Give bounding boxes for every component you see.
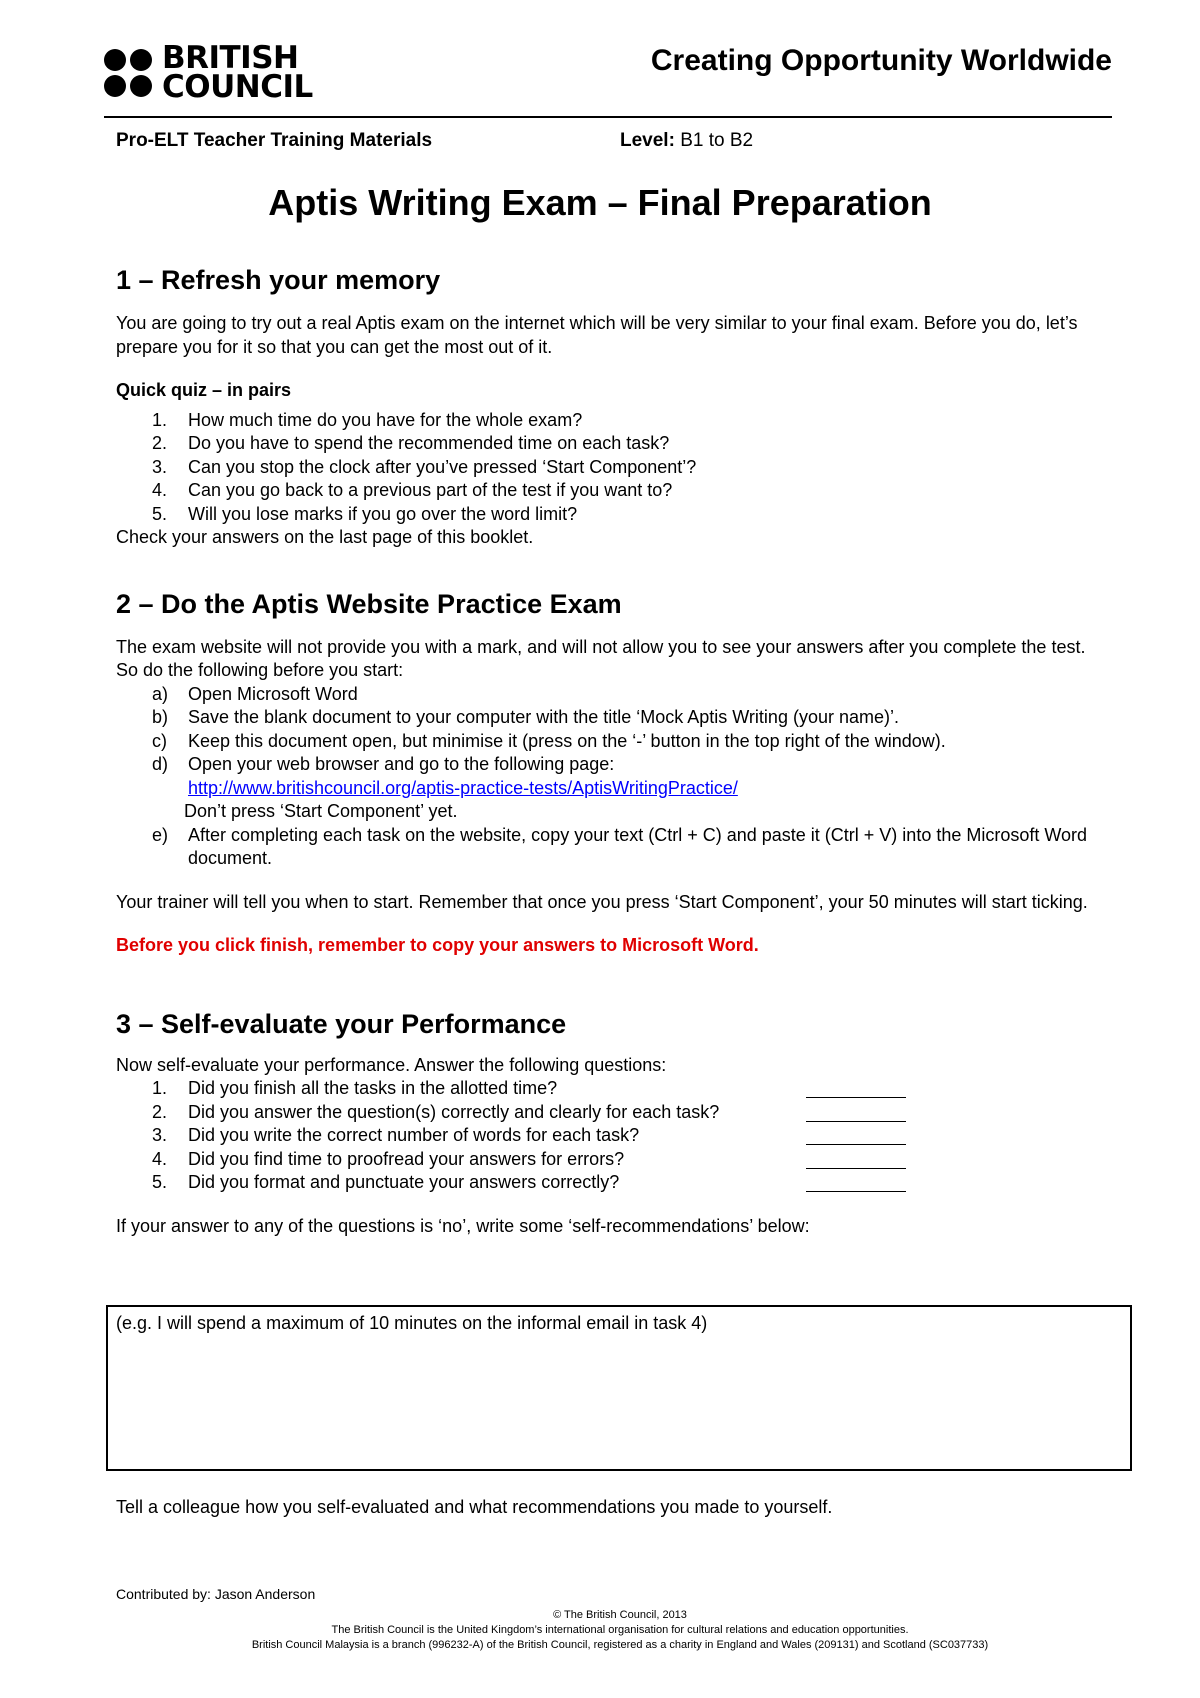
list-item: 2. Did you answer the question(s) correctly and clearly for each task? xyxy=(116,1101,1106,1125)
level-value: B1 to B2 xyxy=(680,130,754,151)
list-item: d) Open your web browser and go to the following page: xyxy=(152,754,615,774)
list-item: a) Open Microsoft Word xyxy=(152,683,358,704)
footer-legal xyxy=(0,1608,1200,1653)
if-no-instruction: If your answer to any of the questions is ‘no’, write some ‘self-recommendations’ below: xyxy=(116,1215,810,1236)
list-item: b) Save the blank document to your computer with the title ‘Mock Aptis Writing (your name)’. xyxy=(152,707,899,727)
quiz-list xyxy=(116,409,1106,527)
section-3-heading: 3 – Self-evaluate your Performance xyxy=(116,1008,567,1039)
section-2-heading: 2 – Do the Aptis Website Practice Exam xyxy=(116,588,622,619)
section-1-heading: 1 – Refresh your memory xyxy=(116,265,441,295)
logo-line-1: BRITISH xyxy=(162,40,299,76)
section-2-intro: The exam website will not provide you with a mark, and will not allow you to see your answers after you complete the test. So do the following before you start: xyxy=(116,636,1086,680)
list-item: c) Keep this document open, but minimise it (press on the ‘-’ button in the top right of the window). xyxy=(152,730,946,751)
list-item-link xyxy=(116,777,1106,801)
quiz-heading: Quick quiz – in pairs xyxy=(116,380,292,400)
answer-blank[interactable] xyxy=(806,1077,906,1098)
list-item: 4. Can you go back to a previous part of the test if you want to? xyxy=(152,480,673,500)
section-3-intro: Now self-evaluate your performance. Answer the following questions: xyxy=(116,1054,667,1075)
list-item: 1. How much time do you have for the whole exam? xyxy=(152,409,583,430)
document-body xyxy=(116,262,1106,1238)
dont-press-note: Don’t press ‘Start Component’ yet. xyxy=(184,801,458,821)
level-info xyxy=(620,130,753,152)
list-item: 3. Did you write the correct number of words for each task? xyxy=(116,1124,1106,1148)
trainer-note: Your trainer will tell you when to start. Remember that once you press ‘Start Component’, your 50 minutes will start ticking. xyxy=(116,891,1088,912)
list-item: 5. Will you lose marks if you go over the word limit? xyxy=(152,503,578,524)
self-recommendations-box[interactable] xyxy=(106,1305,1132,1471)
answer-blank[interactable] xyxy=(806,1101,906,1122)
list-item: 5. Did you format and punctuate your answers correctly? xyxy=(116,1171,1106,1195)
colleague-instruction: Tell a colleague how you self-evaluated and what recommendations you made to yourself. xyxy=(116,1497,833,1517)
logo-wordmark xyxy=(162,40,313,105)
check-answers-note: Check your answers on the last page of this booklet. xyxy=(116,527,534,547)
tagline: Creating Opportunity Worldwide xyxy=(650,44,1112,77)
list-item: 4. Did you find time to proofread your answers for errors? xyxy=(116,1148,1106,1172)
list-item: 2. Do you have to spend the recommended time on each task? xyxy=(152,433,670,453)
aptis-practice-link[interactable]: http://www.britishcouncil.org/aptis-practice-tests/AptisWritingPractice/ xyxy=(188,777,738,798)
logo-dots-icon xyxy=(104,49,152,97)
logo-line-2: COUNCIL xyxy=(162,69,313,105)
footer-line-2: The British Council is the United Kingdom’s international organisation for cultural relations and education opportunities. xyxy=(331,1624,909,1636)
answer-blank[interactable] xyxy=(806,1148,906,1169)
section-1-intro: You are going to try out a real Aptis exam on the internet which will be very similar to your final exam. Before you do, let’s prepare you for it so that you can get the most out of it. xyxy=(116,313,1078,357)
footer-copyright: © The British Council, 2013 xyxy=(553,1609,687,1621)
answer-blank[interactable] xyxy=(806,1171,906,1192)
list-item-note xyxy=(116,800,1106,824)
steps-list xyxy=(116,683,1106,871)
footer-line-3: British Council Malaysia is a branch (996232-A) of the British Council, registered as a charity in England and Wales (209131) and Scotland (SC037733) xyxy=(251,1639,989,1651)
box-example-text: (e.g. I will spend a maximum of 10 minutes on the informal email in task 4) xyxy=(116,1313,708,1333)
list-item: 3. Can you stop the clock after you’ve pressed ‘Start Component’? xyxy=(152,456,697,477)
list-item: 1. Did you finish all the tasks in the allotted time? xyxy=(116,1077,1106,1101)
header-divider xyxy=(104,116,1112,118)
british-council-logo xyxy=(104,40,313,106)
warning-text: Before you click finish, remember to copy your answers to Microsoft Word. xyxy=(116,935,759,955)
list-item: e) After completing each task on the website, copy your text (Ctrl + C) and paste it (Ctrl + V) into the Microsoft Word document. xyxy=(152,824,1088,868)
materials-label: Pro-ELT Teacher Training Materials xyxy=(116,130,433,151)
document-title: Aptis Writing Exam – Final Preparation xyxy=(268,182,932,223)
contributed-by: Contributed by: Jason Anderson xyxy=(116,1586,316,1602)
level-label: Level: xyxy=(620,130,675,151)
answer-blank[interactable] xyxy=(806,1124,906,1145)
self-eval-list xyxy=(116,1077,1106,1195)
